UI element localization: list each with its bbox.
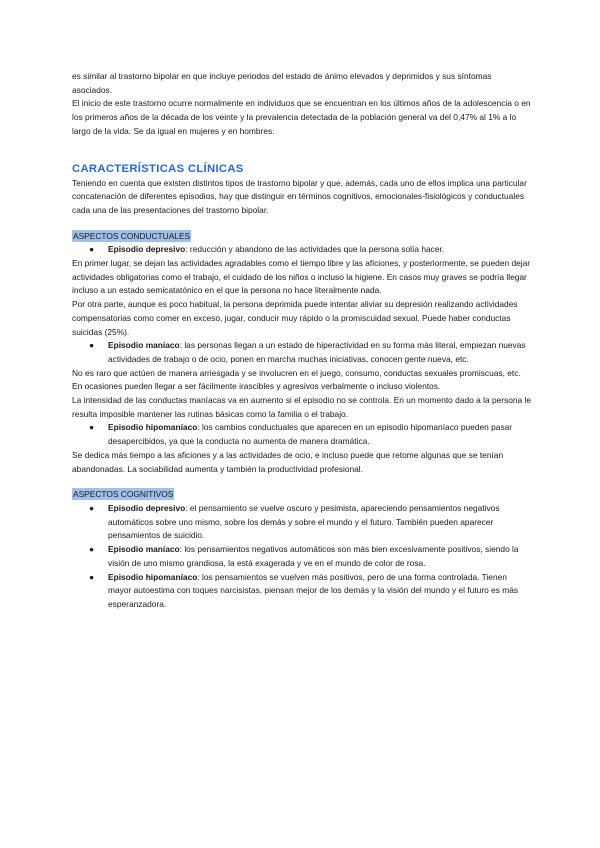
list-item [72,543,532,570]
list-item [72,421,532,448]
episode-term: Episodio maníaco [108,340,180,351]
episode-text: : los pensamientos se vuelven más positivos, pero de una forma controlada. Tienen mayor autoestima con toques narcisistas, piensan mejor de los demás y la visión del mundo y el futuro es más esperanzadora. [108,571,519,609]
behavioral-list-2 [72,339,532,366]
cognitive-list [72,502,532,612]
section-title: CARACTERÍSTICAS CLÍNICAS [72,162,244,175]
body-paragraph: No es raro que actúen de manera arriesgada y se involucren en el juego, consumo, conductas sexuales promiscuas, etc. En ocasiones pueden llegar a ser fácilmente irascibles y agresivos verbalmente o incluso violentos. [72,367,521,392]
episode-term: Episodio hipomaníaco [108,571,198,582]
episode-text: : los cambios conductuales que aparecen en un episodio hipomaníaco pueden pasar desapercibidos, ya que la conducta no aumenta de manera dramática. [108,422,513,447]
bullet-icon: ● [89,244,95,255]
intro-paragraph-1: es similar al trastorno bipolar en que incluye periodos del estado de ánimo elevados y deprimidos y sus síntomas asociados. [72,71,492,95]
episode-term: Episodio hipomaníaco [108,422,198,433]
list-item [72,502,532,543]
episode-text: : el pensamiento se vuelve oscuro y pesimista, apareciendo pensamientos negativos automáticos sobre uno mismo, sobre los demás y sobre el mundo y el futuro. También pueden aparecer pensamientos de suicidio. [108,502,500,541]
episode-text: : las personas llegan a un estado de hiperactividad en su forma más literal, empiezan nuevas actividades de trabajo o de ocio, ponen en marcha muchas iniciativas, conocen gente nueva, etc. [108,340,526,364]
body-paragraph: Por otra parte, aunque es poco habitual, la persona deprimida puede intentar aliviar su depresión realizando actividades compensatorias como comer en exceso, jugar, conducir muy rápido o la promiscuidad sexual. Puede haber conductas suicidas (25%). [72,299,518,337]
body-paragraph: En primer lugar, se dejan las actividades agradables como el tiempo libre y las aficiones, y posteriormente, se pueden dejar actividades obligatorias como el trabajo, el cuidado de los niños o incluso la higiene. En casos muy graves se podría llegar incluso a un estado semicatatónico en el que la persona no hace literalmente nada. [72,258,531,296]
bullet-icon: ● [89,544,95,555]
cognitive-heading: ASPECTOS COGNITIVOS [73,489,174,500]
episode-term: Episodio maníaco [108,544,180,555]
episode-term: Episodio depresivo [108,244,186,255]
episode-text: : los pensamientos negativos automáticos son más bien excesivamente positivos, siendo la visión de uno mismo grandiosa, la está exagerada y ve en el mundo de color de rosa. [108,544,519,568]
bullet-icon: ● [89,502,95,513]
body-paragraph: La intensidad de las conductas maníacas va en aumento si el episodio no se controla. En un momento dado a la persona le resulta imposible mantener las rutinas básicas como la familia o el trabajo. [72,395,532,419]
body-paragraph: Se dedica más tiempo a las aficiones y a las actividades de ocio, e incluso puede que retome algunas que se tenían abandonadas. La sociabilidad aumenta y también la productividad profesional. [72,449,504,474]
episode-text: : reducción y abandono de las actividades que la persona solía hacer. [185,244,445,255]
behavioral-heading: ASPECTOS CONDUCTUALES [73,230,191,241]
clinical-intro: Teniendo en cuenta que existen distintos tipos de trastorno bipolar y que, además, cada uno de ellos implica una particular concatenación de diferentes episodios, hay que distinguir en términos cognitivos, emocionales-fisiológicos y conductuales cada una de las presentaciones del trastorno bipolar. [72,177,527,215]
intro-paragraph-2: El inicio de este trastorno ocurre normalmente en individuos que se encuentran en los últimos años de la adolescencia o en los primeros años de la década de los veinte y la prevalencia detectada de la población general va del 0,47% al 1% a lo largo de la vida. Se da igual en mujeres y en hombres. [72,98,531,136]
behavioral-list-3 [72,421,532,448]
list-item [72,339,532,366]
behavioral-list-1 [72,243,532,257]
document-page [72,70,532,612]
bullet-icon: ● [89,422,95,433]
bullet-icon: ● [89,340,95,351]
list-item [72,571,532,612]
episode-term: Episodio depresivo [108,502,186,513]
bullet-icon: ● [89,571,95,582]
list-item [72,243,532,257]
